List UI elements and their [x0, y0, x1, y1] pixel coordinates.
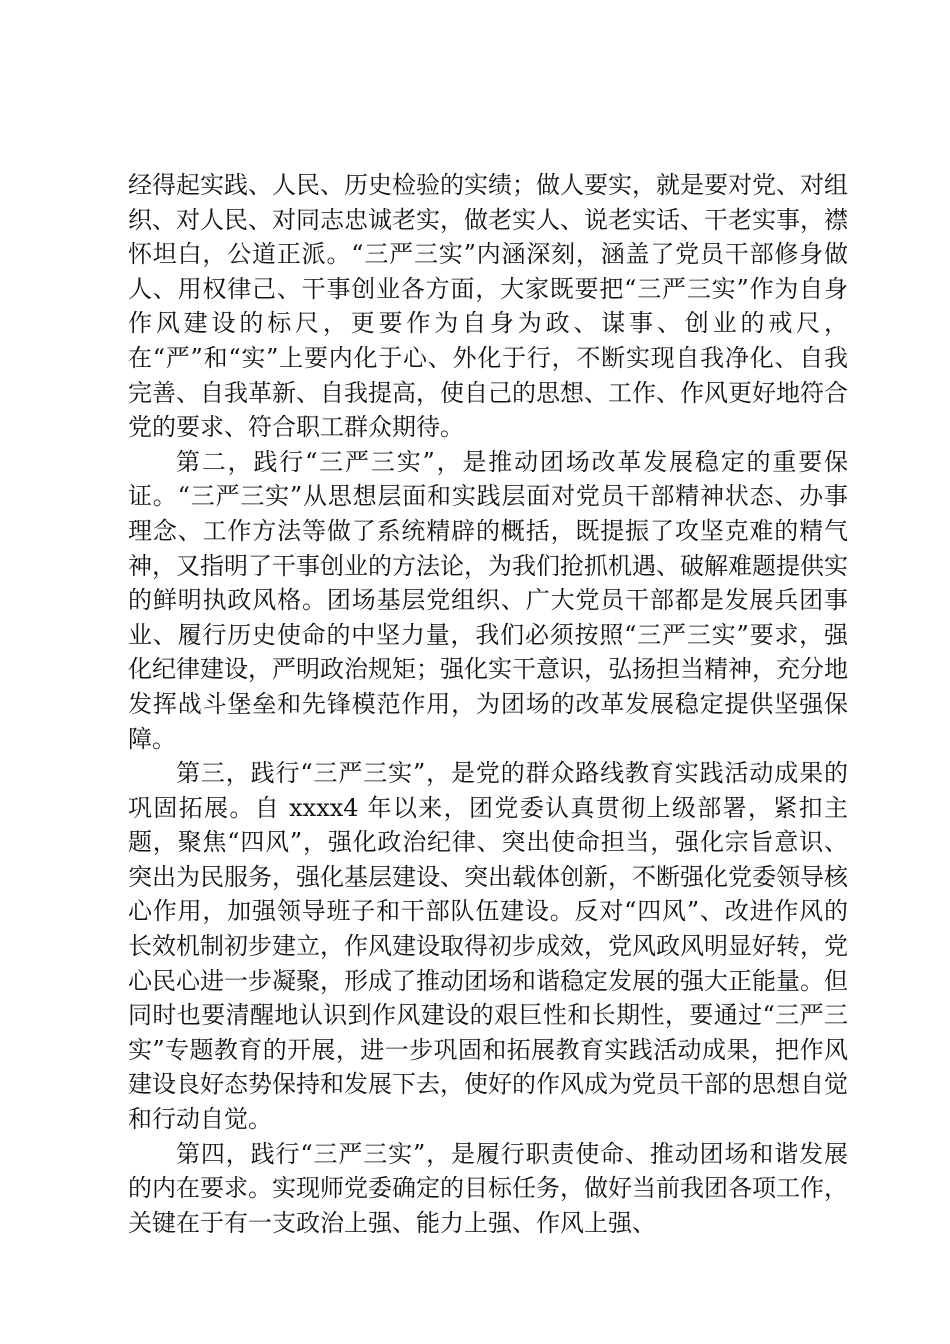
- paragraph-2: 第二，践行“三严三实”，是推动团场改革发展稳定的重要保证。“三严三实”从思想层面和实践层面对党员干部精神状态、办事理念、工作方法等做了系统精辟的概括，既提振了攻坚克难的精气神，又指明了干事创业的方法论，为我们抢抓机遇、破解难题提供实的鲜明执政风格。团场基层党组织、广大党员干部都是发展兵团事业、履行历史使命的中坚力量，我们必须按照“三严三实”要求，强化纪律建设，严明政治规矩；强化实干意识，弘扬担当精神，充分地发挥战斗堡垒和先锋模范作用，为团场的改革发展稳定提供坚强保障。: [128, 447, 848, 753]
- paragraph-4: 第四，践行“三严三实”，是履行职责使命、推动团场和谐发展的内在要求。实现师党委确定的目标任务，做好当前我团各项工作，关键在于有一支政治上强、能力上强、作风上强、: [128, 1139, 848, 1237]
- document-body: [128, 168, 848, 1240]
- paragraph-3: 第三，践行“三严三实”，是党的群众路线教育实践活动成果的巩固拓展。自 xxxx4 年以来，团党委认真贯彻上级部署，紧扣主题，聚焦“四风”，强化政治纪律、突出使命担当，强化宗旨意识、突出为民服务，强化基层建设、突出载体创新，不断强化党委领导核心作用，加强领导班子和干部队伍建设。反对“四风”、改进作风的长效机制初步建立，作风建设取得初步成效，党风政风明显好转，党心民心进一步凝聚，形成了推动团场和谐稳定发展的强大正能量。但同时也要清醒地认识到作风建设的艰巨性和长期性，要通过“三严三实”专题教育的开展，进一步巩固和拓展教育实践活动成果，把作风建设良好态势保持和发展下去，使好的作风成为党员干部的思想自觉和行动自觉。: [128, 759, 848, 1134]
- paragraph-1: 经得起实践、人民、历史检验的实绩；做人要实，就是要对党、对组织、对人民、对同志忠诚老实，做老实人、说老实话、干老实事，襟怀坦白，公道正派。“三严三实”内涵深刻，涵盖了党员干部修身做人、用权律己、干事创业各方面，大家既要把“三严三实”作为自身作风建设的标尺，更要作为自身为政、谋事、创业的戒尺，在“严”和“实”上要内化于心、外化于行，不断实现自我净化、自我完善、自我革新、自我提高，使自己的思想、工作、作风更好地符合党的要求、符合职工群众期待。: [128, 171, 848, 442]
